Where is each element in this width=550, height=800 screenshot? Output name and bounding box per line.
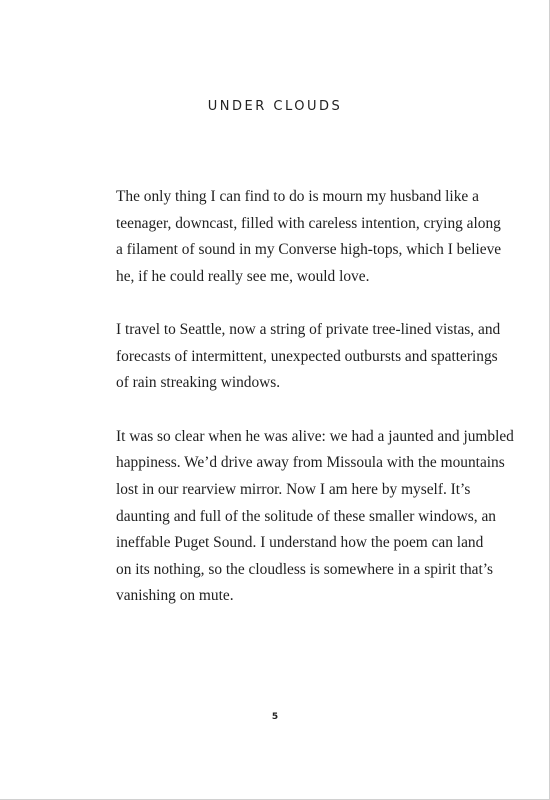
poem-line: teenager, downcast, filled with careless intention, crying along (116, 214, 501, 232)
poem-title: UNDER CLOUDS (207, 99, 343, 114)
poem-line: happiness. We’d drive away from Missoula with the mountains (116, 454, 505, 472)
poem-line: It was so clear when he was alive: we had a jaunted and jumbled (116, 427, 514, 445)
poem-line: vanishing on mute. (116, 587, 234, 605)
poem-line: a filament of sound in my Converse high-tops, which I believe (116, 241, 502, 259)
stanza-2 (116, 317, 501, 397)
page-number: 5 (271, 712, 279, 722)
poem-line: he, if he could really see me, would love. (116, 267, 370, 285)
poem-line: I travel to Seattle, now a string of private tree-lined vistas, and (116, 321, 501, 339)
poem-body (116, 184, 514, 637)
poem-line: of rain streaking windows. (116, 374, 281, 392)
stanza-1 (116, 184, 502, 290)
poem-line: forecasts of intermittent, unexpected outbursts and spatterings (116, 347, 498, 365)
poem-line: on its nothing, so the cloudless is somewhere in a spirit that’s (116, 560, 494, 578)
poem-line: ineffable Puget Sound. I understand how the poem can land (116, 534, 484, 552)
stanza-3 (116, 424, 514, 610)
poem-line: lost in our rearview mirror. Now I am here by myself. It’s (116, 480, 471, 498)
poem-line: The only thing I can find to do is mourn my husband like a (116, 188, 479, 205)
poem-line: daunting and full of the solitude of these smaller windows, an (116, 507, 496, 525)
